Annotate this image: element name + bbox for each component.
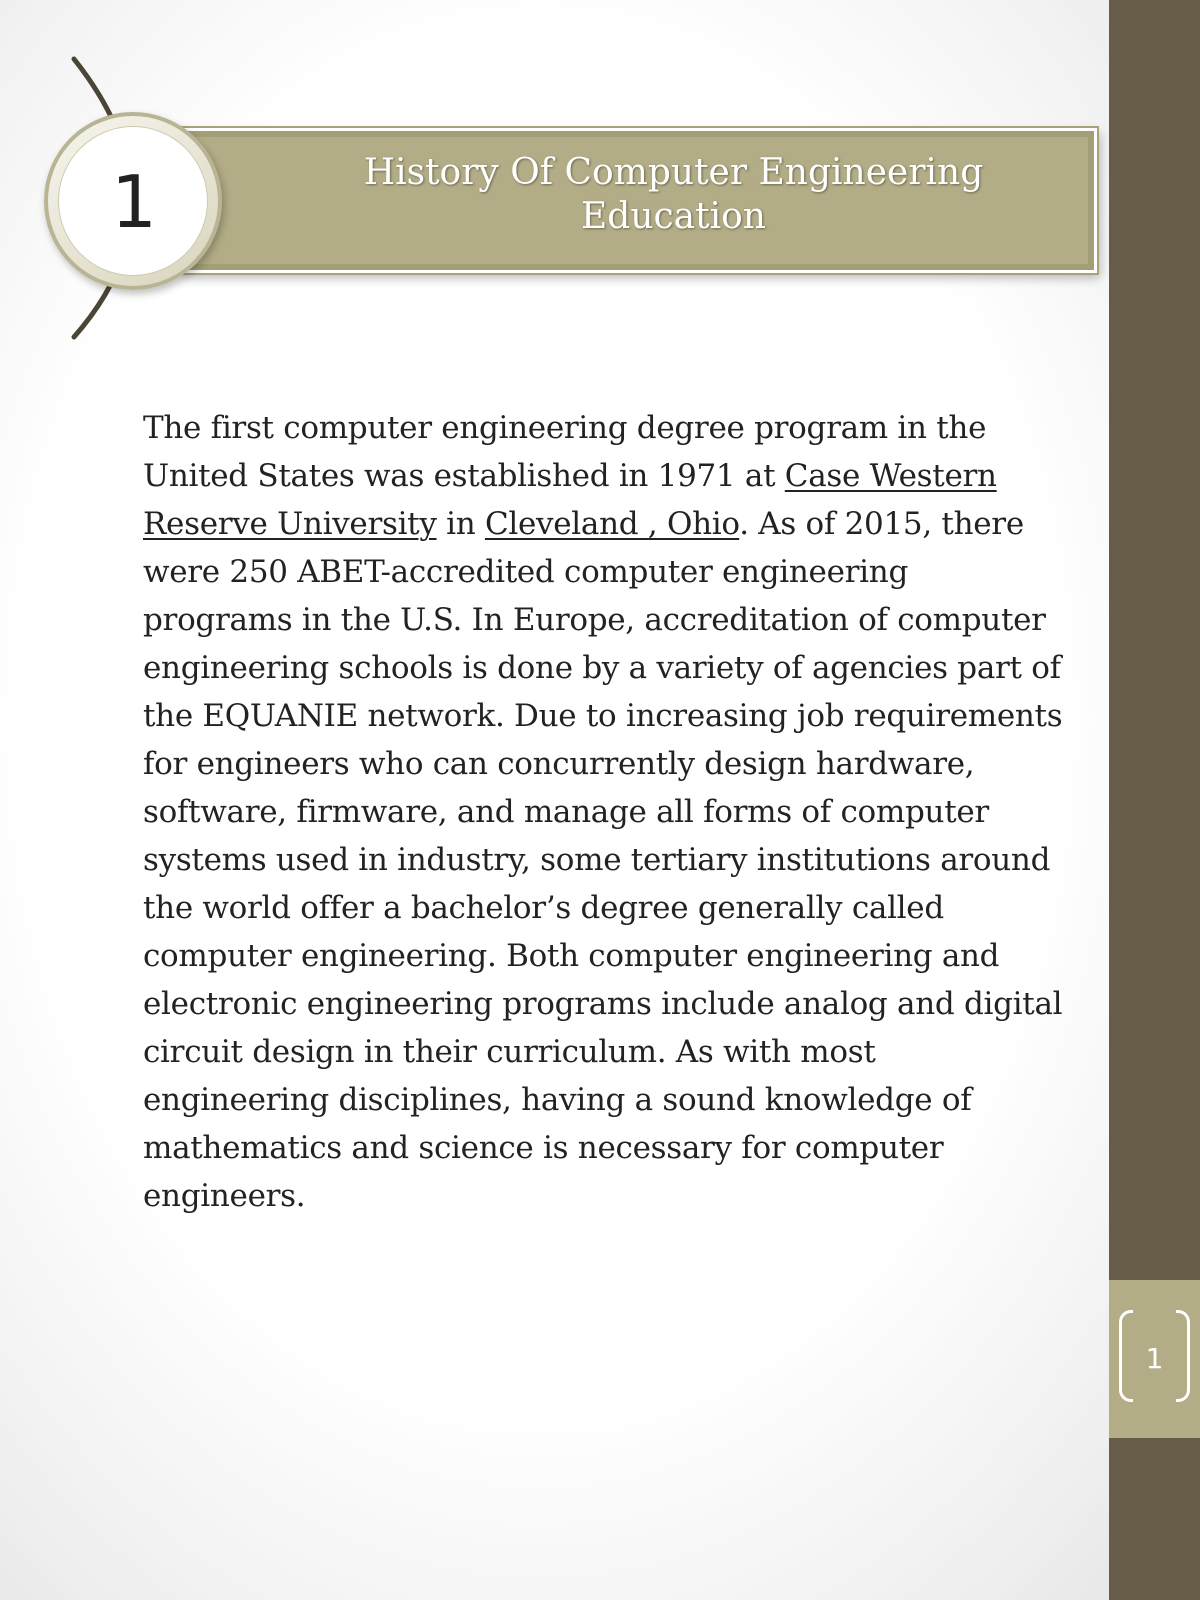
- section-number: 1: [111, 160, 157, 244]
- body-text-1: The first computer engineering degree program in the United States was established in 1971 at: [143, 410, 987, 494]
- body-text-3: . As of 2015, there were 250 ABET-accredited computer engineering programs in the U.S. In Europe, accreditation of computer engineering schools is done by a variety of agencies part of the EQUANIE network. Due to increasing job requirements for engineers who can concurrently design hardware, software, firmware, and manage all forms of computer systems used in industry, some tertiary institutions around the world offer a bachelor’s degree generally called computer engineering. Both computer engineering and electronic engineering programs include analog and digital circuit design in their curriculum. As with most engineering disciplines, having a sound knowledge of mathematics and science is necessary for computer engineers.: [143, 506, 1063, 1214]
- link-case-western-reserve-university[interactable]: Case Western Reserve University: [143, 458, 997, 542]
- body-paragraph: [143, 404, 1063, 1220]
- slide-title: History Of Computer Engineering Education: [363, 152, 984, 237]
- page-number-box: [1109, 1280, 1200, 1438]
- body-text-2: in: [436, 506, 485, 542]
- section-number-badge-inner: [58, 126, 208, 276]
- page-number: 1: [1145, 1342, 1164, 1375]
- link-cleveland-ohio[interactable]: Cleveland , Ohio: [484, 506, 740, 542]
- section-number-badge: [44, 112, 222, 290]
- title-banner: [180, 128, 1097, 273]
